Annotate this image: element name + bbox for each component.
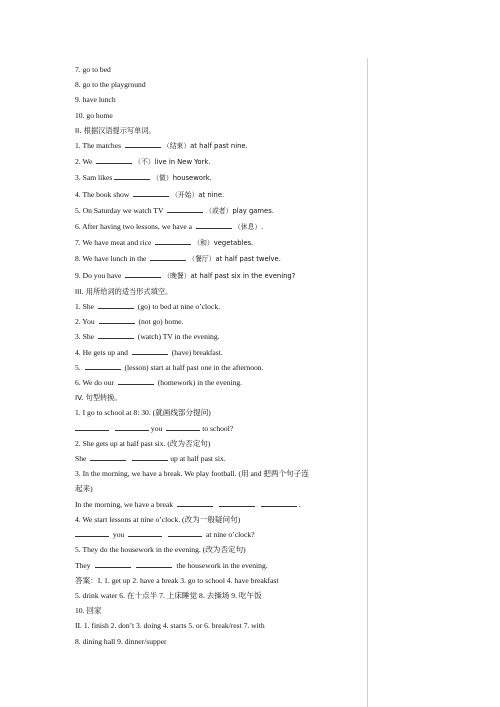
question-item: 起来) — [75, 484, 93, 494]
answer-blank[interactable] — [196, 220, 232, 229]
list-item: 7. go to bed — [75, 65, 111, 74]
answer-blank[interactable] — [75, 528, 109, 537]
list-item: 9. have lunch — [75, 95, 116, 105]
question-item: 3. Sam likes （做）housework. — [75, 173, 212, 183]
answer-blank[interactable] — [150, 252, 186, 261]
answer-blank[interactable] — [128, 528, 162, 537]
question-item: 2. You (not go) home. — [75, 317, 184, 327]
worksheet-content — [75, 62, 367, 649]
answer-blank[interactable] — [98, 330, 134, 339]
question-item: 3. She (watch) TV in the evening. — [75, 332, 220, 342]
list-item: 8. go to the playground — [75, 80, 146, 90]
answer-blank[interactable] — [261, 498, 297, 507]
answer-blank[interactable] — [99, 315, 135, 324]
answer-key-line: 8. dining hall 9. dinner/supper — [75, 636, 167, 646]
page-margin-rule — [367, 58, 368, 707]
question-item: 5. (lesson) start at half past one in the afternoon. — [75, 362, 264, 372]
answer-blank[interactable] — [219, 498, 255, 507]
section-heading-iv: IV. 句型转换。 — [75, 393, 122, 403]
answer-blank[interactable] — [75, 422, 109, 431]
answer-blank[interactable] — [125, 139, 161, 148]
section-heading-ii: II. 根据汉语提示写单词。 — [75, 125, 156, 135]
answer-key-line: 答案：I. 1. get up 2. have a break 3. go to school 4. have breakfast — [75, 575, 279, 585]
answer-blank[interactable] — [136, 559, 172, 568]
question-item: 5. They do the housework in the evening. (改为否定句) — [75, 545, 246, 555]
answer-blank[interactable] — [155, 236, 191, 245]
question-item: 5. On Saturday we watch TV （或者）play games. — [75, 205, 274, 215]
question-item: 1. The matches （结束）at half past nine. — [75, 141, 248, 151]
answer-blank[interactable] — [96, 155, 132, 164]
question-item: 4. The book show （开始）at nine. — [75, 189, 225, 199]
question-item: 4. He gets up and (have) breakfast. — [75, 347, 223, 357]
answer-line: They the housework in the evening. — [75, 560, 268, 570]
question-item: 4. We start lessons at nine o’clock. (改为一般疑问句) — [75, 514, 241, 524]
answer-key-line: II. 1. finish 2. don’t 3. doing 4. starts 5. or 6. break/rest 7. with — [75, 621, 265, 631]
answer-blank[interactable] — [132, 346, 168, 355]
answer-line: you to school? — [75, 421, 367, 436]
answer-blank[interactable] — [167, 204, 203, 213]
answer-blank[interactable] — [118, 376, 154, 385]
question-item: 1. She (go) to bed at nine o’clock. — [75, 302, 221, 312]
question-item: 2. We （不）live in New York. — [75, 157, 211, 167]
question-item: 7. We have meat and rice （和）vegetables. — [75, 238, 254, 248]
answer-blank[interactable] — [133, 188, 169, 197]
list-item: 10. go home — [75, 110, 113, 120]
section-heading-iii: III. 用所给词的适当形式填空。 — [75, 286, 173, 296]
question-item: 8. We have lunch in the （餐厅）at half past twelve. — [75, 254, 281, 264]
answer-blank[interactable] — [98, 300, 134, 309]
question-item: 9. Do you have （晚餐）at half past six in the evening? — [75, 270, 296, 280]
question-item: 2. She gets up at half past six. (改为否定句) — [75, 438, 211, 448]
answer-blank[interactable] — [177, 498, 213, 507]
question-item: 6. After having two lessons, we have a （休息）. — [75, 222, 264, 232]
question-item: 1. I go to school at 8: 30. (就画线部分提问) — [75, 408, 211, 418]
answer-blank[interactable] — [132, 452, 168, 461]
answer-key-line: 10. 回家 — [75, 606, 102, 616]
answer-key-line: 5. drink water 6. 在十点半 7. 上床睡觉 8. 去操场 9. 吃午饭 — [75, 590, 262, 600]
answer-blank[interactable] — [166, 422, 200, 431]
answer-blank[interactable] — [168, 528, 202, 537]
answer-blank[interactable] — [125, 269, 161, 278]
answer-blank[interactable] — [90, 452, 126, 461]
answer-blank[interactable] — [85, 361, 121, 370]
answer-line: you at nine o’clock? — [75, 527, 367, 542]
answer-line: In the morning, we have a break . — [75, 499, 301, 509]
question-item: 3. In the morning, we have a break. We play football. (用 and 把两个句子连 — [75, 469, 309, 479]
answer-blank[interactable] — [115, 422, 149, 431]
answer-blank[interactable] — [95, 559, 131, 568]
question-item: 6. We do our (homework) in the evening. — [75, 378, 243, 388]
answer-blank[interactable] — [114, 171, 150, 180]
answer-line: She up at half past six. — [75, 454, 226, 464]
